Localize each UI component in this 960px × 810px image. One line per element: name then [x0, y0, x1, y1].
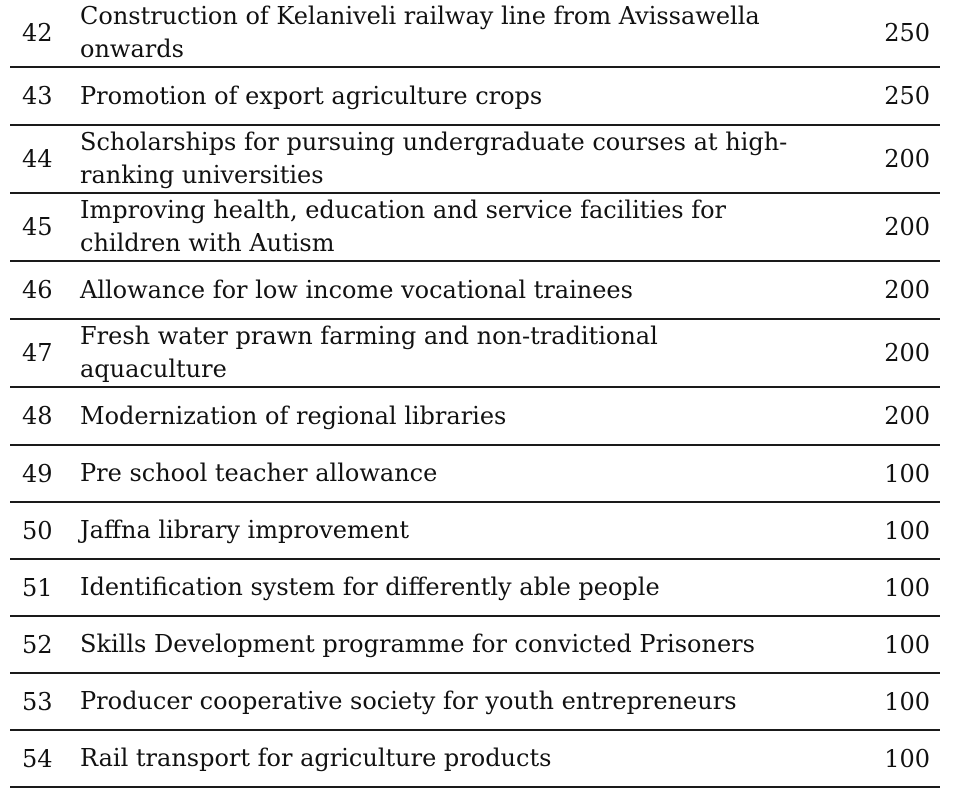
row-amount: 100 [884, 744, 930, 773]
table-row [10, 731, 940, 788]
row-number: 54 [22, 744, 53, 773]
table-row [10, 126, 940, 194]
table-row [10, 0, 940, 68]
row-amount: 200 [884, 145, 930, 173]
table-row [10, 388, 940, 446]
row-amount: 100 [884, 516, 930, 545]
row-number: 42 [22, 19, 53, 47]
row-amount: 200 [884, 276, 930, 304]
table-row [10, 674, 940, 731]
row-number: 46 [22, 276, 53, 304]
row-description: Identification system for differently able people [80, 573, 660, 601]
row-description: Construction of Kelaniveli railway line from Avissawella onwards [80, 2, 760, 63]
row-amount: 100 [884, 459, 930, 488]
row-description: Modernization of regional libraries [80, 401, 507, 430]
row-description: Rail transport for agriculture products [80, 744, 552, 772]
table-row [10, 560, 940, 617]
row-amount: 100 [884, 687, 930, 716]
table-row [10, 446, 940, 503]
row-description: Producer cooperative society for youth entrepreneurs [80, 687, 737, 715]
row-number: 45 [22, 213, 53, 241]
row-number: 43 [22, 82, 53, 110]
table-row [10, 503, 940, 560]
table-row [10, 617, 940, 674]
table-row [10, 194, 940, 262]
row-description: Improving health, education and service facilities for children with Autism [80, 196, 727, 257]
row-amount: 100 [884, 630, 930, 659]
table-row [10, 262, 940, 320]
row-number: 50 [22, 516, 53, 545]
row-amount: 200 [884, 339, 930, 367]
row-number: 53 [22, 687, 53, 716]
row-description: Promotion of export agriculture crops [80, 81, 543, 110]
row-description: Skills Development programme for convicted Prisoners [80, 630, 755, 658]
row-description: Jaffna library improvement [80, 516, 410, 544]
budget-table [10, 0, 940, 788]
row-amount: 200 [884, 402, 930, 430]
row-amount: 250 [884, 19, 930, 47]
row-amount: 100 [884, 573, 930, 602]
row-number: 47 [22, 339, 53, 367]
row-number: 49 [22, 459, 53, 488]
row-amount: 250 [884, 82, 930, 110]
row-number: 51 [22, 573, 53, 602]
table-row [10, 68, 940, 126]
row-description: Allowance for low income vocational trainees [80, 275, 633, 304]
row-number: 52 [22, 630, 53, 659]
row-number: 48 [22, 402, 53, 430]
row-amount: 200 [884, 213, 930, 241]
row-description: Pre school teacher allowance [80, 459, 438, 487]
row-description: Scholarships for pursuing undergraduate courses at high-ranking universities [80, 128, 788, 189]
table-row [10, 320, 940, 388]
row-description: Fresh water prawn farming and non-traditional aquaculture [80, 322, 658, 383]
row-number: 44 [22, 145, 53, 173]
